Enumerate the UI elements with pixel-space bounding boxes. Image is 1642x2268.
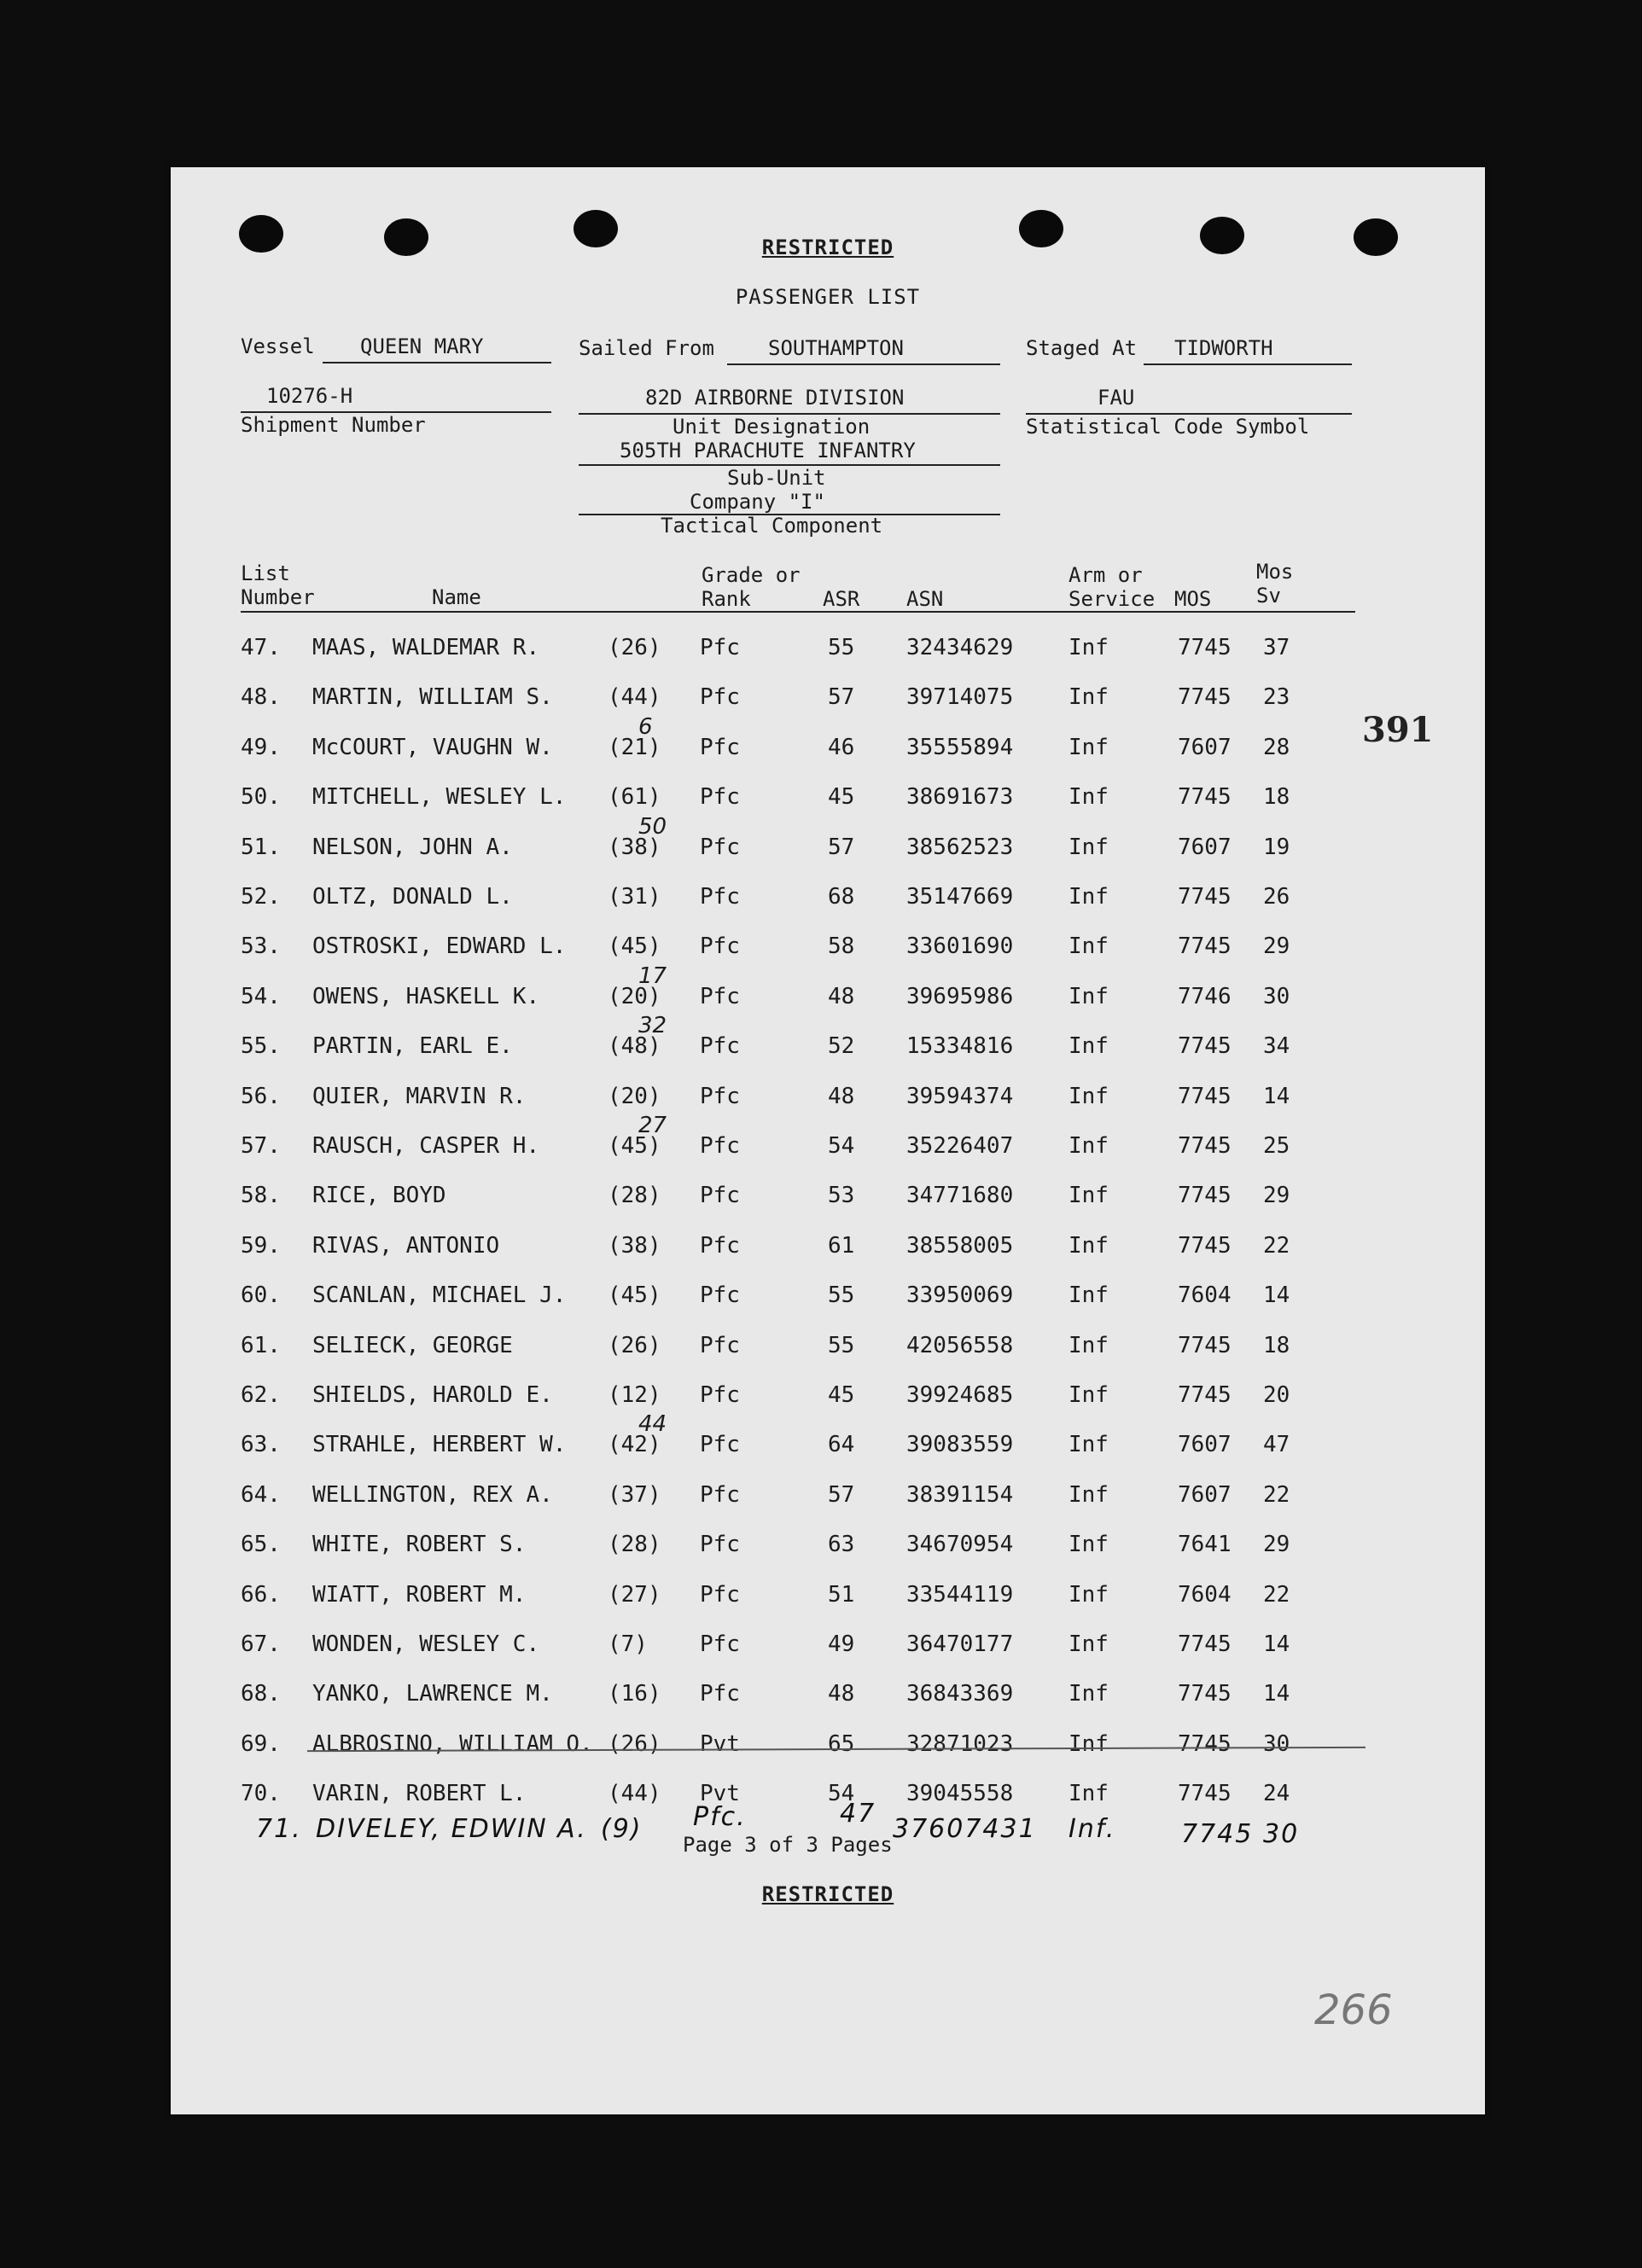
row-asr: 61	[828, 1232, 855, 1259]
row-number: 66.	[241, 1581, 281, 1608]
page-indicator: Page 3 of 3 Pages	[683, 1833, 893, 1857]
row-asn: 32434629	[906, 635, 1014, 660]
row-sv: 47	[1263, 1432, 1290, 1458]
row-mos: 7745	[1178, 1332, 1232, 1358]
unit-value: 82D AIRBORNE DIVISION	[645, 386, 905, 410]
row-sv: 28	[1263, 734, 1290, 760]
row-mos: 7745	[1178, 884, 1232, 910]
row-asr: 48	[828, 1083, 855, 1109]
row-grade: Pfc	[700, 1232, 740, 1259]
tactical-value: Company "I"	[690, 490, 825, 514]
row-name: SELIECK, GEORGE	[312, 1332, 513, 1358]
row-code: (26)	[608, 1332, 661, 1358]
row-asr: 51	[828, 1581, 855, 1608]
row-code: (12)	[608, 1382, 661, 1408]
row-number: 70.	[241, 1781, 281, 1807]
row-grade: Pvt	[700, 1730, 740, 1757]
row-arm: Inf	[1068, 933, 1109, 960]
row-sv: 23	[1263, 684, 1290, 711]
row-sv: 24	[1263, 1781, 1290, 1807]
row-asn: 39083559	[906, 1432, 1014, 1458]
row-grade: Pfc	[700, 734, 740, 760]
row-grade: Pfc	[700, 884, 740, 910]
row-number: 54.	[241, 983, 281, 1009]
row-asr: 47	[840, 1799, 876, 1829]
row-number: 59.	[241, 1232, 281, 1259]
row-grade: Pfc	[700, 1033, 740, 1060]
row-grade: Pfc	[700, 983, 740, 1009]
table-row	[171, 1013, 1485, 1083]
row-mos: 7745	[1178, 1183, 1232, 1209]
table-row	[171, 1282, 1485, 1332]
handwritten-correction: 50	[638, 813, 667, 840]
row-number: 68.	[241, 1681, 281, 1707]
side-page-number: 391	[1362, 710, 1434, 750]
row-code: (45)	[608, 1133, 661, 1159]
row-number: 57.	[241, 1133, 281, 1159]
row-name: OLTZ, DONALD L.	[312, 884, 513, 910]
row-grade: Pfc	[700, 784, 740, 811]
row-mos: 7745	[1178, 1631, 1232, 1657]
row-sv: 22	[1263, 1581, 1290, 1608]
table-row	[171, 884, 1485, 933]
row-number: 52.	[241, 884, 281, 910]
row-mos: 7604	[1178, 1282, 1232, 1309]
table-row	[171, 1582, 1485, 1631]
row-grade: Pfc	[700, 1581, 740, 1608]
stat-value: FAU	[1098, 386, 1135, 410]
row-grade: Pfc	[700, 1083, 740, 1109]
row-number: 47.	[241, 635, 281, 660]
row-sv: 34	[1263, 1033, 1290, 1060]
row-arm: Inf	[1068, 1083, 1109, 1109]
row-asn: 38562523	[906, 834, 1014, 860]
row-name: DIVELEY, EDWIN A.	[316, 1814, 587, 1844]
table-row	[171, 1113, 1485, 1183]
sailed-line	[727, 363, 1000, 365]
row-arm: Inf	[1068, 884, 1109, 910]
row-asn: 36470177	[906, 1631, 1014, 1657]
row-name: WHITE, ROBERT S.	[312, 1532, 527, 1558]
row-name: RICE, BOYD	[312, 1183, 446, 1209]
row-arm: Inf	[1068, 1581, 1109, 1608]
row-number: 51.	[241, 834, 281, 860]
row-mos: 7745	[1178, 1232, 1232, 1259]
row-number: 49.	[241, 734, 281, 760]
row-grade: Pfc	[700, 1432, 740, 1458]
row-sv: 22	[1263, 1232, 1290, 1259]
row-code: (45)	[608, 933, 661, 960]
pencil-page-number: 266	[1314, 1986, 1393, 2034]
row-arm: Inf	[1068, 983, 1109, 1009]
table-row	[171, 784, 1485, 834]
row-asr: 68	[828, 884, 855, 910]
row-code: (28)	[608, 1183, 661, 1209]
sailed-label: Sailed From	[579, 336, 714, 360]
staged-label: Staged At	[1026, 336, 1138, 360]
row-name: WELLINGTON, REX A.	[312, 1481, 553, 1508]
row-mos: 7641	[1178, 1532, 1232, 1558]
row-sv: 20	[1263, 1382, 1290, 1408]
row-asn: 39714075	[906, 684, 1014, 711]
row-asn: 33950069	[906, 1282, 1014, 1309]
handwritten-correction: 44	[638, 1411, 667, 1438]
row-asn: 39594374	[906, 1083, 1014, 1109]
tactical-label: Tactical Component	[661, 514, 883, 538]
row-grade: Pfc	[700, 1133, 740, 1159]
row-name: PARTIN, EARL E.	[312, 1033, 513, 1060]
row-sv: 30	[1263, 983, 1290, 1009]
row-code: (48)	[608, 1033, 661, 1060]
row-grade: Pfc.	[693, 1802, 747, 1832]
row-sv: 18	[1263, 1332, 1290, 1358]
row-name: RAUSCH, CASPER H.	[312, 1133, 540, 1159]
table-row	[171, 813, 1485, 884]
row-arm: Inf	[1068, 1481, 1109, 1508]
row-asr: 64	[828, 1432, 855, 1458]
row-asr: 49	[828, 1631, 855, 1657]
row-asr: 53	[828, 1183, 855, 1209]
row-grade: Pfc	[700, 933, 740, 960]
row-asr: 46	[828, 734, 855, 760]
row-asn: 33601690	[906, 933, 1014, 960]
row-sv: 18	[1263, 784, 1290, 811]
row-arm: Inf	[1068, 1631, 1109, 1657]
row-arm: Inf	[1068, 734, 1109, 760]
staged-line	[1144, 363, 1352, 365]
row-arm: Inf	[1068, 684, 1109, 711]
row-mos: 7745	[1178, 635, 1232, 660]
row-asn: 36843369	[906, 1681, 1014, 1707]
document-title: PASSENGER LIST	[735, 285, 921, 309]
row-asn: 38691673	[906, 784, 1014, 811]
shipment-value: 10276-H	[266, 384, 353, 408]
table-row	[171, 1681, 1485, 1730]
row-asr: 48	[828, 983, 855, 1009]
row-code: (45)	[608, 1282, 661, 1309]
row-number: 50.	[241, 784, 281, 811]
row-sv: 26	[1263, 884, 1290, 910]
row-asr: 63	[828, 1532, 855, 1558]
row-asn: 33544119	[906, 1581, 1014, 1608]
row-code: (20)	[608, 983, 661, 1009]
col-list-number: List Number	[241, 561, 315, 609]
row-code: (28)	[608, 1532, 661, 1558]
row-asn: 34771680	[906, 1183, 1014, 1209]
row-grade: Pvt	[700, 1781, 740, 1807]
row-arm: Inf	[1068, 784, 1109, 811]
row-asn: 42056558	[906, 1332, 1014, 1358]
row-asn: 38391154	[906, 1481, 1014, 1508]
row-mos: 7745	[1178, 784, 1232, 811]
unit-label: Unit Designation	[673, 415, 870, 439]
row-mos: 7745	[1178, 1133, 1232, 1159]
table-row	[171, 962, 1485, 1033]
row-asr: 48	[828, 1681, 855, 1707]
table-row	[171, 1631, 1485, 1681]
vessel-value: QUEEN MARY	[360, 334, 484, 358]
row-code: (16)	[608, 1681, 661, 1707]
row-sv: 29	[1263, 1183, 1290, 1209]
row-sv: 25	[1263, 1133, 1290, 1159]
table-row	[171, 1532, 1485, 1581]
row-mos: 7745	[1178, 1730, 1232, 1757]
row-number: 64.	[241, 1481, 281, 1508]
row-grade: Pfc	[700, 1681, 740, 1707]
row-number: 48.	[241, 684, 281, 711]
row-grade: Pfc	[700, 1532, 740, 1558]
staged-value: TIDWORTH	[1174, 336, 1273, 360]
row-mos: 7746	[1178, 983, 1232, 1009]
row-code: (37)	[608, 1481, 661, 1508]
row-name: MITCHELL, WESLEY L.	[312, 784, 567, 811]
handwritten-correction: 32	[638, 1013, 667, 1039]
row-asr: 55	[828, 1282, 855, 1309]
row-arm: Inf	[1068, 1133, 1109, 1159]
row-grade: Pfc	[700, 1481, 740, 1508]
row-code: (21)	[608, 734, 661, 760]
row-arm: Inf	[1068, 1282, 1109, 1309]
row-sv: 22	[1263, 1481, 1290, 1508]
row-grade: Pfc	[700, 684, 740, 711]
row-name: MAAS, WALDEMAR R.	[312, 635, 540, 660]
col-arm: Arm or Service	[1068, 563, 1156, 611]
row-asr: 45	[828, 784, 855, 811]
row-mos: 7607	[1178, 834, 1232, 860]
table-row	[171, 1233, 1485, 1282]
row-arm: Inf	[1068, 1232, 1109, 1259]
col-name: Name	[432, 585, 481, 609]
row-asr: 57	[828, 834, 855, 860]
row-asn: 39695986	[906, 983, 1014, 1009]
row-code: (9)	[601, 1814, 643, 1844]
row-name: WIATT, ROBERT M.	[312, 1581, 527, 1608]
vessel-line	[323, 362, 551, 363]
restricted-bottom: RESTRICTED	[761, 1882, 894, 1906]
row-sv: 14	[1263, 1681, 1290, 1707]
row-number: 62.	[241, 1382, 281, 1408]
row-asr: 57	[828, 684, 855, 711]
row-mos: 7745	[1178, 1382, 1232, 1408]
subunit-label: Sub-Unit	[727, 466, 826, 490]
row-code: (61)	[608, 784, 661, 811]
col-grade: Grade or Rank	[702, 563, 801, 611]
row-number: 56.	[241, 1083, 281, 1109]
row-asn: 34670954	[906, 1532, 1014, 1558]
table-row	[171, 1333, 1485, 1382]
row-arm: Inf	[1068, 1183, 1109, 1209]
row-number: 67.	[241, 1631, 281, 1657]
row-mos: 7745	[1181, 1819, 1254, 1849]
row-grade: Pfc	[700, 1282, 740, 1309]
row-asn: 37607431	[893, 1814, 1037, 1844]
table-row	[171, 1084, 1485, 1133]
col-asn: ASN	[906, 587, 944, 611]
row-arm: Inf	[1068, 834, 1109, 860]
row-code: (7)	[608, 1631, 648, 1657]
row-arm: Inf	[1068, 635, 1109, 660]
row-asn: 35555894	[906, 734, 1014, 760]
row-grade: Pfc	[700, 1183, 740, 1209]
row-number: 58.	[241, 1183, 281, 1209]
row-arm: Inf	[1068, 1033, 1109, 1060]
col-mos-sv: Mos Sv	[1256, 560, 1294, 608]
handwritten-correction: 6	[638, 713, 653, 740]
row-asn: 39924685	[906, 1382, 1014, 1408]
row-number: 69.	[241, 1730, 281, 1757]
row-mos: 7745	[1178, 1681, 1232, 1707]
stat-label: Statistical Code Symbol	[1026, 415, 1310, 439]
row-sv: 29	[1263, 933, 1290, 960]
row-number: 71.	[256, 1814, 302, 1844]
row-asr: 54	[828, 1133, 855, 1159]
handwritten-correction: 27	[638, 1113, 667, 1138]
row-arm: Inf	[1068, 1382, 1109, 1408]
row-code: (26)	[608, 635, 661, 660]
row-name: NELSON, JOHN A.	[312, 834, 513, 860]
row-number: 61.	[241, 1332, 281, 1358]
row-name: McCOURT, VAUGHN W.	[312, 734, 553, 760]
row-code: (44)	[608, 1781, 661, 1807]
row-asn: 38558005	[906, 1232, 1014, 1259]
row-grade: Pfc	[700, 1332, 740, 1358]
row-name: RIVAS, ANTONIO	[312, 1232, 500, 1259]
row-asn: 35147669	[906, 884, 1014, 910]
handwritten-correction: 17	[638, 962, 667, 989]
row-name: OSTROSKI, EDWARD L.	[312, 933, 567, 960]
table-row	[171, 1183, 1485, 1232]
shipment-label: Shipment Number	[241, 413, 426, 437]
row-arm: Inf	[1068, 1781, 1109, 1807]
row-asn: 39045558	[906, 1781, 1014, 1807]
row-name: STRAHLE, HERBERT W.	[312, 1432, 567, 1458]
row-number: 53.	[241, 933, 281, 960]
row-sv: 30	[1263, 1730, 1290, 1757]
row-grade: Pfc	[700, 1631, 740, 1657]
row-sv: 14	[1263, 1631, 1290, 1657]
row-name: YANKO, LAWRENCE M.	[312, 1681, 553, 1707]
row-code: (31)	[608, 884, 661, 910]
row-code: (38)	[608, 834, 661, 860]
column-header-line	[241, 611, 1355, 613]
row-mos: 7745	[1178, 1033, 1232, 1060]
row-code: (26)	[608, 1730, 661, 1757]
row-mos: 7607	[1178, 734, 1232, 760]
row-name: MARTIN, WILLIAM S.	[312, 684, 553, 711]
row-asr: 65	[828, 1730, 855, 1757]
row-asr: 55	[828, 1332, 855, 1358]
row-sv: 29	[1263, 1532, 1290, 1558]
table-row	[171, 1731, 1485, 1781]
row-arm: Inf	[1068, 1681, 1109, 1707]
row-name: SCANLAN, MICHAEL J.	[312, 1282, 567, 1309]
row-asr: 54	[828, 1781, 855, 1807]
row-asr: 55	[828, 635, 855, 660]
row-sv: 14	[1263, 1282, 1290, 1309]
row-code: (27)	[608, 1581, 661, 1608]
table-row	[171, 1382, 1485, 1432]
table-row	[171, 1482, 1485, 1532]
sailed-value: SOUTHAMPTON	[768, 336, 904, 360]
row-code: (42)	[608, 1432, 661, 1458]
row-number: 63.	[241, 1432, 281, 1458]
row-mos: 7607	[1178, 1432, 1232, 1458]
vessel-label: Vessel	[241, 334, 315, 358]
row-number: 65.	[241, 1532, 281, 1558]
row-asn: 35226407	[906, 1133, 1014, 1159]
row-code: (20)	[608, 1083, 661, 1109]
row-code: (38)	[608, 1232, 661, 1259]
row-mos: 7607	[1178, 1481, 1232, 1508]
row-asn: 32871023	[906, 1730, 1014, 1757]
row-name: WONDEN, WESLEY C.	[312, 1631, 540, 1657]
row-grade: Pfc	[700, 834, 740, 860]
subunit-value: 505TH PARACHUTE INFANTRY	[620, 439, 916, 462]
document-page	[171, 167, 1485, 2114]
row-sv: 14	[1263, 1083, 1290, 1109]
table-row	[171, 1411, 1485, 1481]
row-asr: 58	[828, 933, 855, 960]
row-arm: Inf	[1068, 1432, 1109, 1458]
row-mos: 7745	[1178, 1083, 1232, 1109]
row-sv: 19	[1263, 834, 1290, 860]
row-mos: 7745	[1178, 933, 1232, 960]
row-asr: 57	[828, 1481, 855, 1508]
row-asn: 15334816	[906, 1033, 1014, 1060]
row-name: QUIER, MARVIN R.	[312, 1083, 527, 1109]
row-mos: 7604	[1178, 1581, 1232, 1608]
row-number: 60.	[241, 1282, 281, 1309]
row-grade: Pfc	[700, 1382, 740, 1408]
row-name: ALBROSINO, WILLIAM O.	[312, 1730, 593, 1757]
row-arm: Inf	[1068, 1730, 1109, 1757]
row-name: SHIELDS, HAROLD E.	[312, 1382, 553, 1408]
row-grade: Pfc	[700, 635, 740, 660]
row-mos: 7745	[1178, 1781, 1232, 1807]
col-mos: MOS	[1174, 587, 1212, 611]
row-arm: Inf	[1068, 1332, 1109, 1358]
row-arm: Inf	[1068, 1532, 1109, 1558]
row-asr: 45	[828, 1382, 855, 1408]
restricted-top: RESTRICTED	[761, 236, 894, 259]
row-mos: 7745	[1178, 684, 1232, 711]
row-asr: 52	[828, 1033, 855, 1060]
row-name: VARIN, ROBERT L.	[312, 1781, 527, 1807]
row-sv: 37	[1263, 635, 1290, 660]
row-arm: Inf.	[1068, 1814, 1116, 1844]
row-code: (44)	[608, 684, 661, 711]
row-name: OWENS, HASKELL K.	[312, 983, 540, 1009]
row-sv: 30	[1263, 1819, 1300, 1849]
col-asr: ASR	[823, 587, 860, 611]
table-row	[171, 635, 1485, 684]
row-number: 55.	[241, 1033, 281, 1060]
table-row	[171, 933, 1485, 983]
table-row	[171, 684, 1485, 734]
